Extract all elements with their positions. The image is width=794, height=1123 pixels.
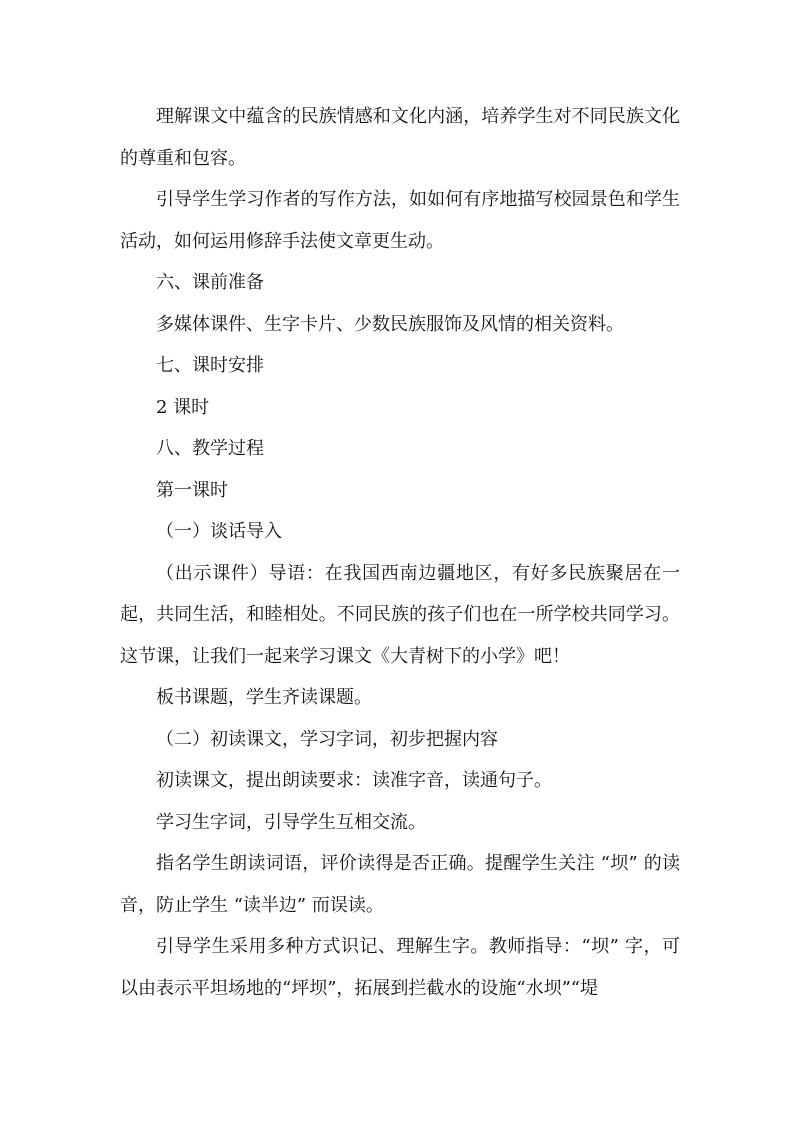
heading-preparation: 六、课前准备 [156, 272, 264, 293]
paragraph-hours: 2 课时 [156, 396, 210, 418]
paragraph-vocabulary: 学习生字词，引导学生互相交流。 [156, 811, 426, 833]
paragraph-goal-culture: 理解课文中蕴含的民族情感和文化内涵，培养学生对不同民族文化的尊重和包容。 [120, 106, 680, 169]
heading-first-lesson: 第一课时 [156, 479, 228, 501]
document-body [120, 96, 680, 1009]
paragraph-pronunciation: 指名学生朗读词语，评价读得是否正确。提醒学生关注 “坝” 的读音，防止学生 “读半边” 而误读。 [120, 853, 680, 916]
paragraph-intro-speech: （出示课件）导语：在我国西南边疆地区，有好多民族聚居在一起，共同生活，和睦相处。不同民族的孩子们也在一所学校共同学习。这节课，让我们一起来学习课文《大青树下的小学》吧！ [120, 562, 680, 667]
heading-process: 八、教学过程 [156, 438, 264, 459]
heading-schedule: 七、课时安排 [156, 355, 264, 376]
paragraph-materials: 多媒体课件、生字卡片、少数民族服饰及风情的相关资料。 [156, 313, 624, 335]
paragraph-reading-requirements: 初读课文，提出朗读要求：读准字音，读通句子。 [156, 770, 552, 791]
heading-introduction: （一）谈话导入 [156, 521, 282, 542]
paragraph-goal-writing: 引导学生学习作者的写作方法，如如何有序地描写校园景色和学生活动，如何运用修辞手法使文章更生动。 [120, 189, 680, 252]
paragraph-board-title: 板书课题，学生齐读课题。 [156, 687, 372, 708]
paragraph-character-guidance: 引导学生采用多种方式识记、理解生字。教师指导：“坝” 字，可以由表示平坦场地的“坪坝”，拓展到拦截水的设施“水坝”“堤 [120, 936, 680, 999]
heading-first-reading: （二）初读课文，学习字词，初步把握内容 [156, 728, 498, 750]
